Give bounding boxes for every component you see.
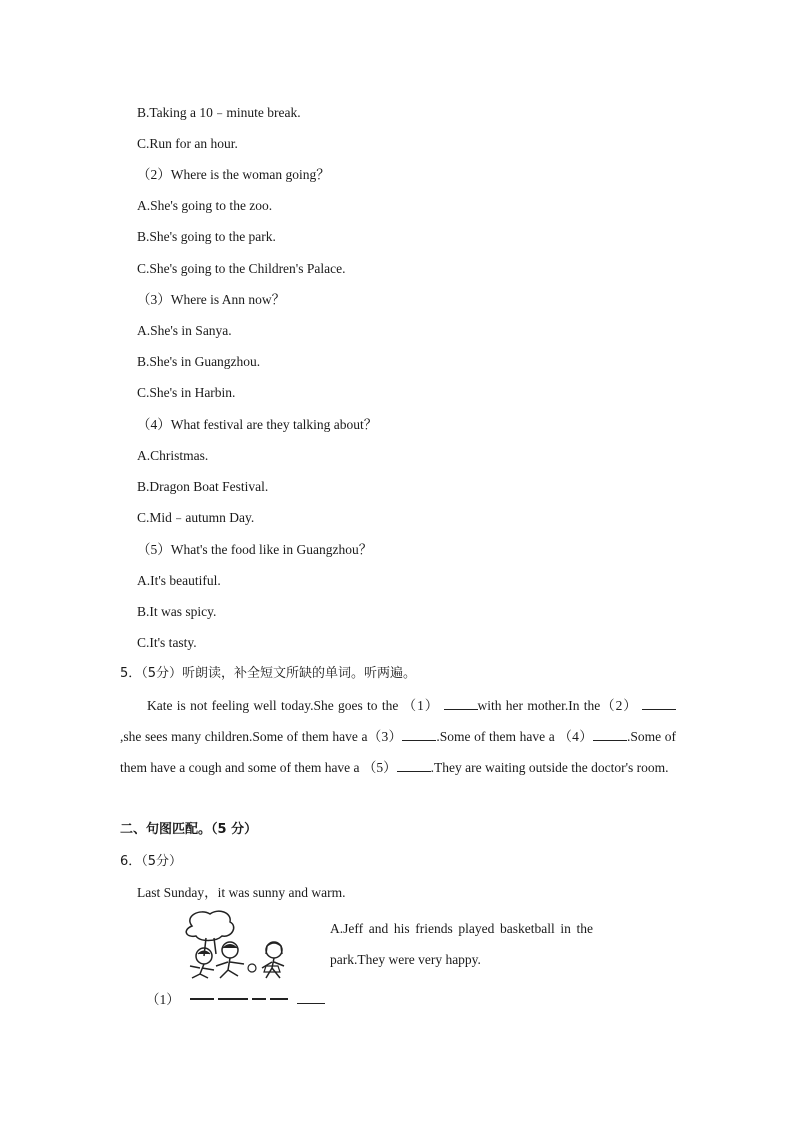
sub3-option-c: C.She's in Harbin. bbox=[137, 385, 236, 400]
ground-line bbox=[188, 996, 292, 1002]
sub4-option-a: A.Christmas. bbox=[137, 448, 209, 463]
sub2-option-c: C.She's going to the Children's Palace. bbox=[137, 261, 346, 276]
q6-header: 6．（5分） bbox=[120, 854, 183, 869]
q5-passage bbox=[120, 690, 676, 783]
q4-option-c: C.Run for an hour. bbox=[137, 136, 238, 151]
sub2-question: （2）Where is the woman going？ bbox=[137, 167, 330, 182]
sub3-option-b: B.She's in Guangzhou. bbox=[137, 354, 261, 369]
sub5-option-c: C.It's tasty. bbox=[137, 635, 197, 650]
sub4-question: （4）What festival are they talking about？ bbox=[137, 417, 378, 432]
blank-2[interactable] bbox=[642, 697, 676, 710]
q5-text-3: ,she sees many children.Some of them have a（3） bbox=[120, 729, 403, 744]
q5-text-4: .Some of them have a （4） bbox=[436, 729, 593, 744]
sub3-option-a: A.She's in Sanya. bbox=[137, 323, 232, 338]
q5-text-5: .Some of them have a cough and some of them have a （5） bbox=[120, 729, 676, 775]
sub4-option-b: B.Dragon Boat Festival. bbox=[137, 479, 269, 494]
blank-1[interactable] bbox=[444, 697, 478, 710]
q6-option-a: A.Jeff and his friends played basketball in the park.They were very happy. bbox=[330, 921, 593, 967]
answer-blank-1[interactable] bbox=[297, 1003, 325, 1004]
q5-text-6: .They are waiting outside the doctor's room. bbox=[430, 760, 669, 775]
q6-intro: Last Sunday，it was sunny and warm. bbox=[137, 885, 346, 900]
section-2-title: 二、句图匹配。（5 分） bbox=[120, 822, 258, 837]
q5-text-2: with her mother.In the（2） bbox=[477, 698, 638, 713]
blank-4[interactable] bbox=[593, 728, 627, 741]
q4-option-b: B.Taking a 10﹣minute break. bbox=[137, 105, 301, 120]
sub4-option-c: C.Mid﹣autumn Day. bbox=[137, 510, 255, 525]
q5-header: 5．（5分）听朗读，补全短文所缺的单词。听两遍。 bbox=[120, 666, 417, 681]
q5-text-1: Kate is not feeling well today.She goes to the （1） bbox=[147, 698, 440, 713]
children-playing-picture bbox=[170, 908, 300, 988]
blank-5[interactable] bbox=[397, 759, 431, 772]
sub2-option-b: B.She's going to the park. bbox=[137, 229, 276, 244]
sub5-question: （5）What's the food like in Guangzhou？ bbox=[137, 542, 373, 557]
q6-item-1-label: （1） bbox=[146, 992, 180, 1007]
sub5-option-b: B.It was spicy. bbox=[137, 604, 217, 619]
sub3-question: （3）Where is Ann now？ bbox=[137, 292, 286, 307]
blank-3[interactable] bbox=[402, 728, 436, 741]
sub5-option-a: A.It's beautiful. bbox=[137, 573, 221, 588]
sub2-option-a: A.She's going to the zoo. bbox=[137, 198, 273, 213]
